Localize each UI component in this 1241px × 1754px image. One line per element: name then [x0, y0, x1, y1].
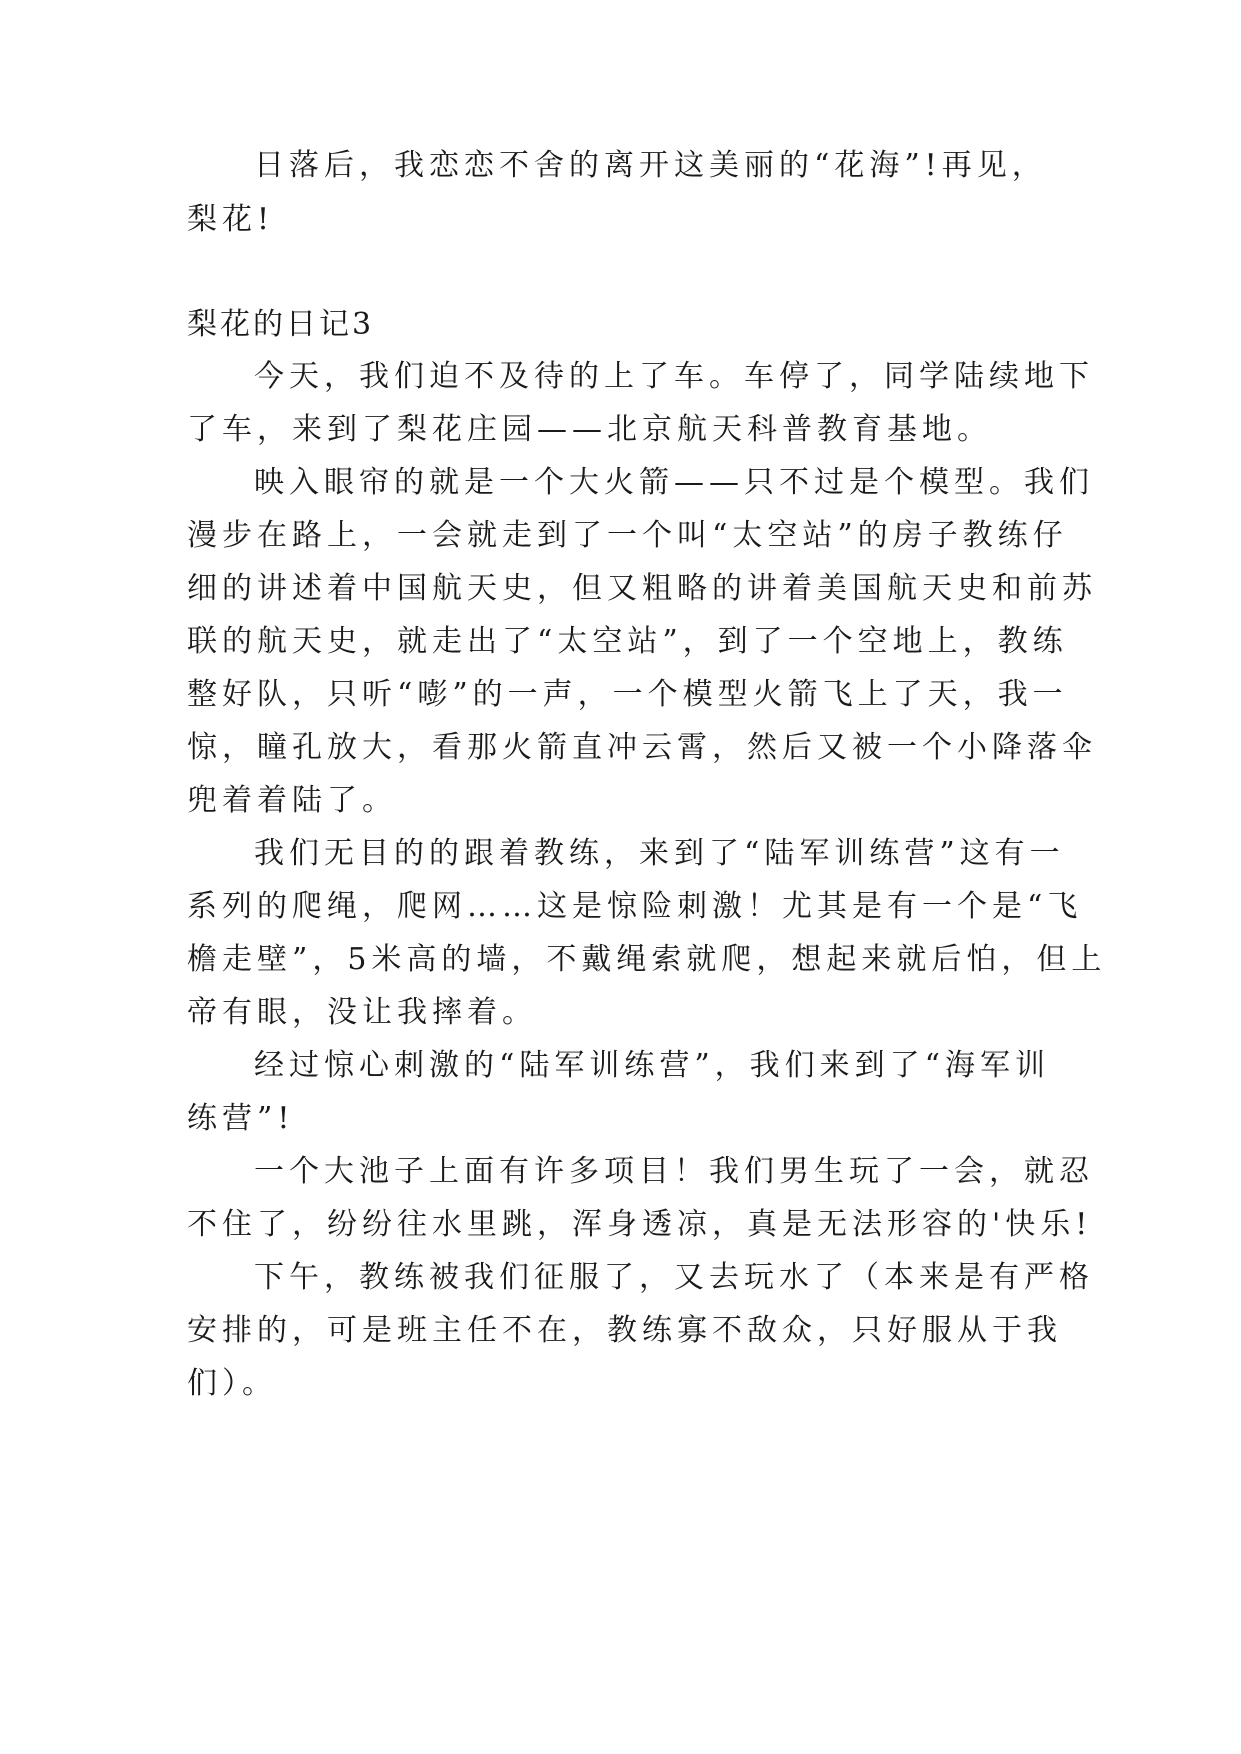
paragraph-line: 经过惊心刺激的“陆军训练营”，我们来到了“海军训 — [254, 1048, 1051, 1083]
paragraph-line: 日落后，我恋恋不舍的离开这美丽的“花海”!再见， — [254, 148, 1047, 183]
paragraph-line: 下午，教练被我们征服了，又去玩水了（本来是有严格 — [254, 1260, 1094, 1295]
paragraph-line: 一个大池子上面有许多项目！我们男生玩了一会，就忍 — [254, 1154, 1094, 1189]
paragraph-line: 系列的爬绳，爬网……这是惊险刺激！尤其是有一个是“飞 — [187, 889, 1083, 924]
paragraph-line: 细的讲述着中国航天史，但又粗略的讲着美国航天史和前苏 — [187, 571, 1097, 606]
paragraph-line: 我们无目的的跟着教练，来到了“陆军训练营”这有一 — [254, 836, 1065, 871]
paragraph-line: 们）。 — [187, 1366, 277, 1401]
section-title: 梨花的日记3 — [187, 307, 375, 342]
paragraph-line: 映入眼帘的就是一个大火箭——只不过是个模型。我们 — [254, 465, 1094, 500]
paragraph-line: 檐走壁”，5米高的墙，不戴绳索就爬，想起来就后怕，但上 — [187, 942, 1107, 977]
paragraph-line: 兜着着陆了。 — [187, 783, 397, 818]
paragraph-line: 练营”! — [187, 1101, 295, 1136]
paragraph-line: 了车，来到了梨花庄园——北京航天科普教育基地。 — [187, 412, 992, 447]
paragraph-line: 帝有眼，没让我摔着。 — [187, 995, 537, 1030]
paragraph-line: 安排的，可是班主任不在，教练寡不敌众，只好服从于我 — [187, 1313, 1062, 1348]
paragraph-line: 整好队，只听“嘭”的一声，一个模型火箭飞上了天，我一 — [187, 677, 1068, 712]
paragraph-line: 梨花! — [187, 202, 275, 237]
paragraph-line: 今天，我们迫不及待的上了车。车停了，同学陆续地下 — [254, 359, 1094, 394]
paragraph-line: 漫步在路上，一会就走到了一个叫“太空站”的房子教练仔 — [187, 518, 1068, 553]
paragraph-line: 不住了，纷纷往水里跳，浑身透凉，真是无法形容的'快乐! — [187, 1207, 1093, 1242]
paragraph-line: 惊，瞳孔放大，看那火箭直冲云霄，然后又被一个小降落伞 — [187, 730, 1097, 765]
paragraph-line: 联的航天史，就走出了“太空站”，到了一个空地上，教练 — [187, 624, 1068, 659]
